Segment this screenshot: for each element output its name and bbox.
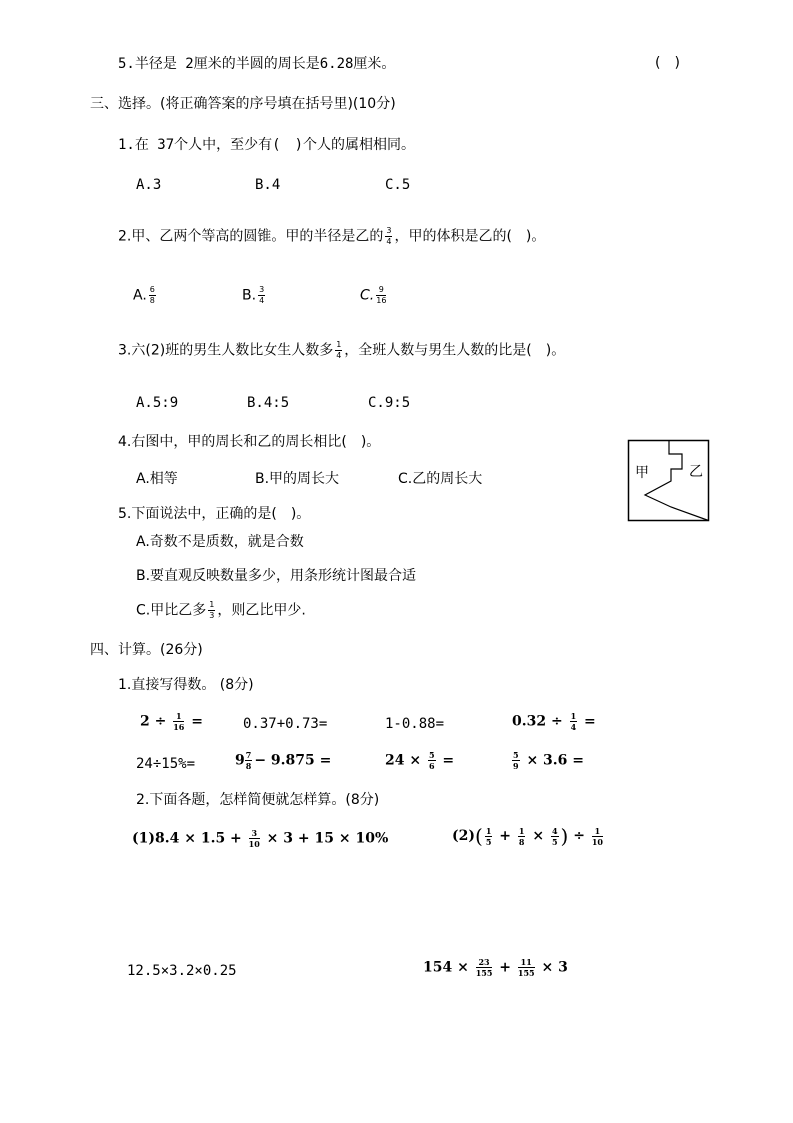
calc-item: 24÷15%= <box>136 756 196 772</box>
choice-question-4: 4.右图中，甲的周长和乙的周长相比( )。 <box>118 434 381 450</box>
q2-option-c[interactable]: C. $\frac{9}{16}$ <box>360 285 387 305</box>
q4-option-c[interactable]: C.乙的周长大 <box>398 471 483 487</box>
calc-item: 2 ÷ $\frac{1}{16}$ = <box>140 711 203 732</box>
simplify-problem-1: (1)8.4 × 1.5 + $\frac{3}{10}$ × 3 + 15 × 10% <box>132 828 389 849</box>
answer-blank[interactable]: ( ) <box>655 55 680 71</box>
q1-option-c[interactable]: C.5 <box>385 177 411 193</box>
q4-option-b[interactable]: B.甲的周长大 <box>255 471 340 487</box>
sub-heading-direct: 1.直接写得数。 (8分) <box>118 677 254 693</box>
q1-option-a[interactable]: A.3 <box>136 177 162 193</box>
choice-question-3: 3.六(2)班的男生人数比女生人数多 $\frac{1}{4}$ ，全班人数与男生人数的比是( )。 <box>118 340 566 360</box>
region-label-right: 乙 <box>689 464 703 480</box>
section-heading-choice: 三、选择。(将正确答案的序号填在括号里)(10分) <box>90 96 396 112</box>
simplify-problem-4: 154 × $\frac{23}{155}$ + $\frac{11}{155}$ × 3 <box>423 957 568 978</box>
q4-option-a[interactable]: A.相等 <box>136 471 178 487</box>
judgement-question-5: 5.半径是 2厘米的半圆的周长是6.28厘米。 <box>118 56 396 72</box>
calc-item: 9 $\frac{7}{8}$ − 9.875 = <box>235 750 332 771</box>
q1-option-b[interactable]: B.4 <box>255 177 281 193</box>
sub-heading-simplify: 2.下面各题，怎样简便就怎样算。(8分) <box>136 792 380 808</box>
calc-item: 1-0.88= <box>385 716 445 732</box>
q3-option-a[interactable]: A.5:9 <box>136 395 179 411</box>
fraction: $\frac{3}{4}$ <box>386 226 392 246</box>
q3-option-c[interactable]: C.9:5 <box>368 395 411 411</box>
q3-option-b[interactable]: B.4:5 <box>247 395 290 411</box>
q5-option-b[interactable]: B.要直观反映数量多少，用条形统计图最合适 <box>136 568 417 584</box>
choice-question-1: 1.在 37个人中，至少有( )个人的属相相同。 <box>118 137 415 153</box>
q2-option-a[interactable]: A. $\frac{6}{8}$ <box>133 285 155 305</box>
q2-option-b[interactable]: B. $\frac{3}{4}$ <box>242 285 265 305</box>
calc-item: 0.37+0.73= <box>243 716 328 732</box>
region-label-left: 甲 <box>635 465 649 481</box>
simplify-problem-2: (2)( $\frac{1}{5}$ + $\frac{1}{8}$ × $\frac{4}{5}$ ) ÷ $\frac{1}{10}$ <box>452 824 603 848</box>
choice-question-5: 5.下面说法中，正确的是( )。 <box>118 506 311 522</box>
q5-option-a[interactable]: A.奇数不是质数，就是合数 <box>136 534 304 550</box>
simplify-problem-3: 12.5×3.2×0.25 <box>127 963 237 979</box>
calc-item: $\frac{5}{9}$ × 3.6 = <box>513 750 585 771</box>
calc-item: 24 × $\frac{5}{6}$ = <box>385 750 455 771</box>
q5-option-c[interactable]: C.甲比乙多 $\frac{1}{3}$ ，则乙比甲少. <box>136 600 306 620</box>
perimeter-figure <box>627 439 711 523</box>
choice-question-2: 2.甲、乙两个等高的圆锥。甲的半径是乙的 $\frac{3}{4}$ ，甲的体积是乙的( )。 <box>118 226 546 246</box>
section-heading-calculation: 四、计算。(26分) <box>90 642 203 658</box>
calc-item: 0.32 ÷ $\frac{1}{4}$ = <box>512 711 596 732</box>
